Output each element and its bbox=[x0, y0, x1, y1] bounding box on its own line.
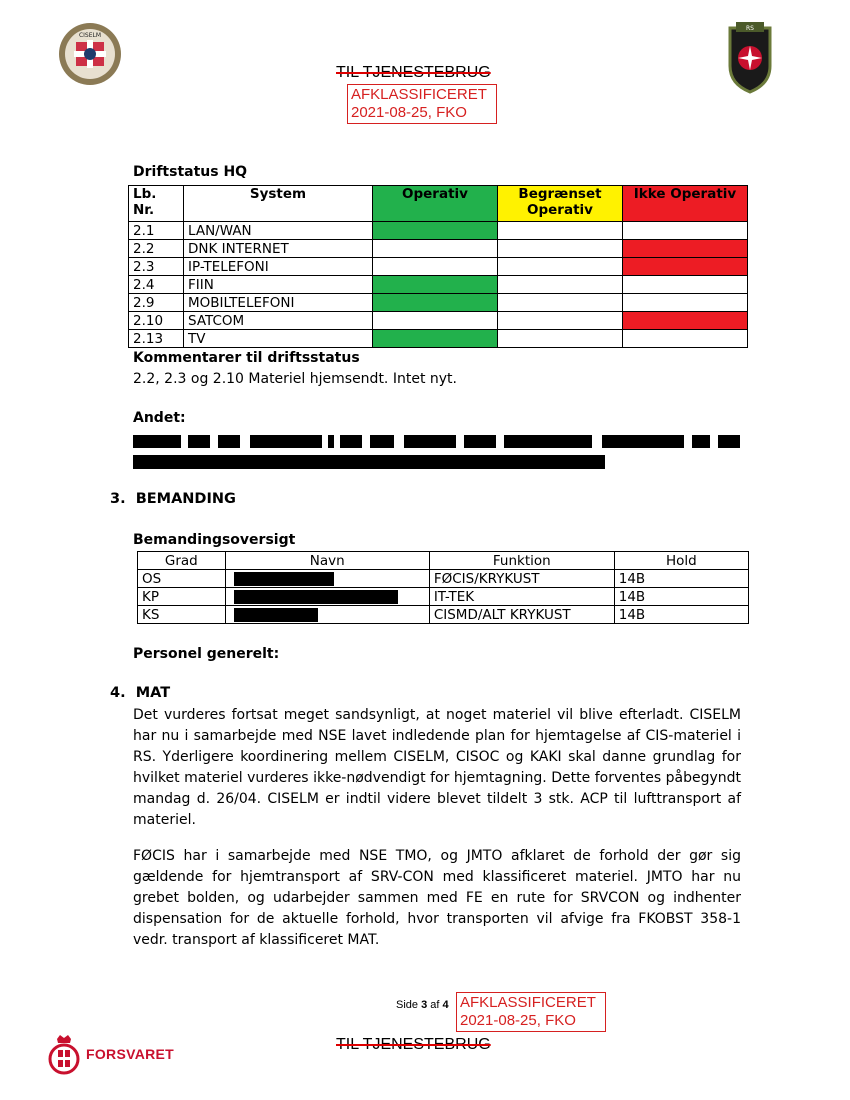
system-name: SATCOM bbox=[184, 312, 373, 330]
grad-cell: KP bbox=[138, 588, 226, 606]
bemanding-row bbox=[138, 570, 749, 588]
driftstatus-row bbox=[129, 276, 748, 294]
system-name: DNK INTERNET bbox=[184, 240, 373, 258]
driftstatus-row bbox=[129, 258, 748, 276]
comment-title: Kommentarer til driftsstatus bbox=[133, 350, 360, 366]
stamp-line1: AFKLASSIFICERET bbox=[351, 86, 487, 103]
driftstatus-header-row bbox=[129, 186, 748, 222]
redaction-bar bbox=[234, 572, 334, 586]
status-cell-begraenset bbox=[498, 294, 623, 312]
redaction-bar bbox=[218, 435, 240, 448]
system-name: LAN/WAN bbox=[184, 222, 373, 240]
row-number: 2.13 bbox=[129, 330, 184, 348]
driftstatus-row bbox=[129, 222, 748, 240]
andet-title: Andet: bbox=[133, 410, 186, 426]
status-cell-operativ bbox=[373, 240, 498, 258]
status-cell-begraenset bbox=[498, 276, 623, 294]
row-number: 2.10 bbox=[129, 312, 184, 330]
page-prefix: Side bbox=[396, 999, 419, 1011]
status-cell-operativ bbox=[373, 312, 498, 330]
header-declassified-stamp bbox=[347, 84, 497, 124]
navn-cell bbox=[225, 570, 429, 588]
status-cell-ikke bbox=[623, 294, 748, 312]
redaction-bar bbox=[133, 435, 181, 448]
left-logo-text: CISELM bbox=[78, 32, 102, 39]
row-number: 2.9 bbox=[129, 294, 184, 312]
funktion-cell: FØCIS/KRYKUST bbox=[429, 570, 614, 588]
page-total: 4 bbox=[442, 999, 449, 1011]
status-cell-ikke bbox=[623, 222, 748, 240]
redaction-bar bbox=[718, 435, 740, 448]
redaction-bar bbox=[464, 435, 496, 448]
driftstatus-table bbox=[128, 185, 748, 348]
status-cell-ikke bbox=[623, 312, 748, 330]
col-begraenset: Begrænset Operativ bbox=[498, 186, 623, 222]
redaction-bar bbox=[692, 435, 710, 448]
stamp-line1: AFKLASSIFICERET bbox=[460, 994, 596, 1011]
redaction-bar bbox=[602, 435, 684, 448]
col-funktion: Funktion bbox=[429, 552, 614, 570]
section-3-heading: 3. BEMANDING bbox=[110, 491, 236, 507]
header-classification: TIL TJENESTEBRUG bbox=[336, 64, 491, 81]
system-name: MOBILTELEFONI bbox=[184, 294, 373, 312]
status-cell-begraenset bbox=[498, 312, 623, 330]
status-cell-operativ bbox=[373, 276, 498, 294]
funktion-cell: IT-TEK bbox=[429, 588, 614, 606]
forsvaret-logo bbox=[48, 1033, 174, 1075]
grad-cell: OS bbox=[138, 570, 226, 588]
footer-classification: TIL TJENESTEBRUG bbox=[336, 1036, 491, 1053]
driftstatus-row bbox=[129, 330, 748, 348]
left-unit-logo bbox=[58, 22, 122, 86]
system-name: IP-TELEFONI bbox=[184, 258, 373, 276]
page-number bbox=[396, 999, 449, 1011]
system-name: TV bbox=[184, 330, 373, 348]
redaction-bar bbox=[370, 435, 394, 448]
col-hold: Hold bbox=[614, 552, 748, 570]
redaction-bar bbox=[328, 435, 334, 448]
status-cell-begraenset bbox=[498, 222, 623, 240]
mat-paragraph-2: FØCIS har i samarbejde med NSE TMO, og JMTO afklaret de forhold der gør sig gældende for hjemtransport af SRV-CON med klassificeret materiel. JMTO har nu grebet bolden, og udarbejder sammen med FE en rute for SRVCON og indhenter dispensation for de aktuelle forhold, hvor transporten vil afvige fra FKOBST 358-1 vedr. transport af klassificeret MAT. bbox=[133, 848, 741, 948]
redaction-bar bbox=[404, 435, 456, 448]
redaction-bar bbox=[234, 608, 318, 622]
col-ikke-operativ: Ikke Operativ bbox=[623, 186, 748, 222]
col-system: System bbox=[184, 186, 373, 222]
bemanding-header-row bbox=[138, 552, 749, 570]
status-cell-ikke bbox=[623, 276, 748, 294]
col-operativ: Operativ bbox=[373, 186, 498, 222]
col-lb-nr: Lb. Nr. bbox=[129, 186, 184, 222]
col-navn: Navn bbox=[225, 552, 429, 570]
redaction-bar bbox=[234, 590, 398, 604]
status-cell-operativ bbox=[373, 330, 498, 348]
status-cell-ikke bbox=[623, 258, 748, 276]
hold-cell: 14B bbox=[614, 570, 748, 588]
driftstatus-row bbox=[129, 240, 748, 258]
funktion-cell: CISMD/ALT KRYKUST bbox=[429, 606, 614, 624]
driftstatus-title: Driftstatus HQ bbox=[133, 164, 248, 180]
col-grad: Grad bbox=[138, 552, 226, 570]
row-number: 2.1 bbox=[129, 222, 184, 240]
status-cell-operativ bbox=[373, 294, 498, 312]
status-cell-operativ bbox=[373, 222, 498, 240]
status-cell-ikke bbox=[623, 330, 748, 348]
bemanding-title: Bemandingsoversigt bbox=[133, 532, 296, 548]
status-cell-ikke bbox=[623, 240, 748, 258]
right-logo-text: RS bbox=[746, 25, 754, 32]
status-cell-begraenset bbox=[498, 240, 623, 258]
bemanding-row bbox=[138, 588, 749, 606]
hold-cell: 14B bbox=[614, 588, 748, 606]
right-unit-logo bbox=[728, 22, 772, 94]
comment-text: 2.2, 2.3 og 2.10 Materiel hjemsendt. Intet nyt. bbox=[133, 371, 457, 387]
driftstatus-row bbox=[129, 312, 748, 330]
status-cell-begraenset bbox=[498, 330, 623, 348]
row-number: 2.2 bbox=[129, 240, 184, 258]
redaction-bar bbox=[340, 435, 362, 448]
redaction-bar bbox=[188, 435, 210, 448]
navn-cell bbox=[225, 606, 429, 624]
row-number: 2.4 bbox=[129, 276, 184, 294]
driftstatus-row bbox=[129, 294, 748, 312]
mat-paragraph-1: Det vurderes fortsat meget sandsynligt, at noget materiel vil blive efterladt. CISELM har nu i samarbejde med NSE lavet indledende plan for hjemtagelse af CIS-materiel i RS. Yderligere koordinering mellem CISELM, CISOC og KAKI skal danne grundlag for hvilket materiel vurderes ikke-nødvendigt for hjemtagning. Dette forventes påbegyndt mandag d. 26/04. CISELM er indtil videre blevet tildelt 3 stk. ACP til lufttransport af materiel. bbox=[133, 707, 741, 828]
hold-cell: 14B bbox=[614, 606, 748, 624]
section-4-heading: 4. MAT bbox=[110, 685, 171, 701]
grad-cell: KS bbox=[138, 606, 226, 624]
stamp-line2: 2021-08-25, FKO bbox=[460, 1012, 576, 1029]
page-current: 3 bbox=[421, 999, 428, 1011]
row-number: 2.3 bbox=[129, 258, 184, 276]
navn-cell bbox=[225, 588, 429, 606]
stamp-line2: 2021-08-25, FKO bbox=[351, 104, 467, 121]
page-of: af bbox=[430, 999, 440, 1011]
redaction-bar bbox=[133, 455, 605, 469]
status-cell-begraenset bbox=[498, 258, 623, 276]
system-name: FIIN bbox=[184, 276, 373, 294]
bemanding-row bbox=[138, 606, 749, 624]
forsvaret-logo-text: FORSVARET bbox=[86, 1046, 174, 1062]
crown-icon bbox=[48, 1033, 80, 1075]
personel-heading: Personel generelt: bbox=[133, 646, 280, 662]
redaction-bar bbox=[250, 435, 322, 448]
redaction-bar bbox=[504, 435, 592, 448]
bemanding-table bbox=[137, 551, 749, 624]
footer-declassified-stamp bbox=[456, 992, 606, 1032]
status-cell-operativ bbox=[373, 258, 498, 276]
